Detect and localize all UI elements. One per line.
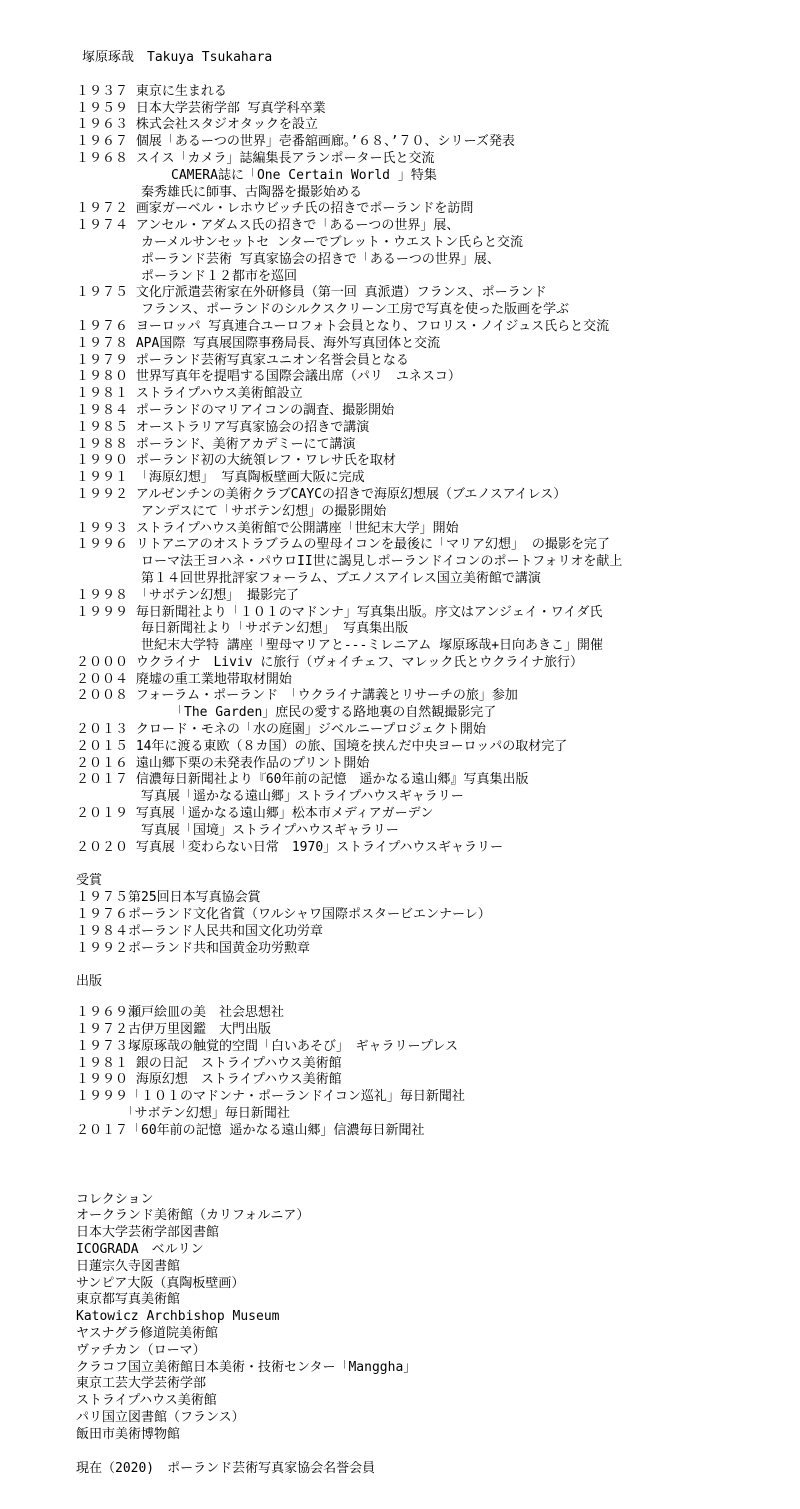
biography-entry: [76, 722, 776, 739]
collection-item: クラコフ国立美術館日本美術・技術センター「Manggha」: [76, 1359, 417, 1375]
publication-item: １９９０ 海原幻想 ストライプハウス美術館: [76, 1072, 342, 1088]
biography-continuation: 写真展「国境」ストライプハウスギャラリー: [141, 822, 399, 838]
current-status: 現在（2020) ポーランド芸術写真家協会名誉会員: [76, 1460, 376, 1476]
entry-text: ポーランド、美術アカデミーにて講演: [135, 436, 356, 452]
biography-entry: [76, 117, 776, 134]
entry-year: ２０００: [76, 654, 129, 670]
collection-item: ICOGRADA ベルリン: [76, 1242, 204, 1257]
award-item: １９９２ポーランド共和国黄金功労勲章: [76, 940, 311, 956]
biography-entry: [76, 655, 776, 672]
biography-entry: [76, 285, 776, 302]
biography-continuation: 毎日新聞社より「サボテン幻想」 写真集出版: [141, 621, 409, 637]
entry-text: 毎日新聞社より「１０１のマドンナ」写真集出版。序文はアンジェイ・ワイダ氏: [135, 604, 603, 620]
entry-text: 日本大学芸術学部 写真学科卒業: [135, 100, 326, 116]
publication-item: １９８１ 銀の日記 ストライプハウス美術館: [76, 1055, 342, 1071]
entry-text: ヨーロッパ 写真連合ユーロフォト会員となり、フロリス・ノイジュス氏らと交流: [135, 318, 610, 334]
entry-year: １９９１: [76, 470, 129, 486]
biography-entry: [76, 336, 776, 353]
biography-entry: [76, 588, 776, 605]
entry-year: １９７５: [76, 285, 129, 301]
biography-continuation: 世紀末大学特 講座「聖母マリアと---ミレニアム 塚原琢哉+日向あきこ」開催: [141, 638, 604, 654]
biography-entry: [76, 521, 776, 538]
biography-entry: [76, 739, 776, 756]
entry-text: ストライプハウス美術館設立: [135, 386, 303, 402]
biography-entry: [76, 756, 776, 773]
entry-year: １９８５: [76, 419, 129, 435]
entry-year: ２０２０: [76, 839, 129, 855]
entry-year: ２０１７: [76, 772, 129, 788]
biography-entry: [76, 840, 776, 857]
entry-year: ２０１９: [76, 806, 129, 822]
entry-year: １９９０: [76, 453, 129, 469]
collection-item: 飯田市美術博物館: [76, 1426, 181, 1442]
entry-year: １９７９: [76, 352, 129, 368]
entry-text: 写真展「遥かなる遠山郷」松本市メディアガーデン: [135, 806, 434, 822]
entry-text: ポーランドのマリアイコンの調査、撮影開始: [135, 402, 395, 418]
awards-heading: 受賞: [76, 873, 103, 889]
entry-text: クロード・モネの「水の庭園」ジベルニープロジェクト開始: [135, 722, 486, 738]
entry-text: アルゼンチンの美術クラブCAYCの招きで海原幻想展（ブエノスアイレス）: [135, 486, 567, 502]
entry-text: 画家ガーベル・レホウビッチ氏の招きでポーランドを訪問: [135, 201, 474, 217]
collection-item: オークランド美術館（カリフォルニア）: [76, 1208, 310, 1224]
biography-continuation: ポーランド芸術 写真家協会の招きで「あるーつの世界」展、: [141, 251, 500, 267]
entry-text: スイス「カメラ」誌編集長アランポーター氏と交流: [135, 150, 435, 166]
entry-text: ウクライナ Liviv に旅行（ヴォイチェフ、マレック氏とウクライナ旅行）: [135, 654, 583, 670]
collection-item: 東京都写真美術館: [76, 1292, 181, 1308]
biography-entry: [76, 369, 776, 386]
entry-text: ポーランド初の大統領レフ・ワレサ氏を取材: [135, 453, 396, 469]
entry-text: 14年に渡る東欧（８カ国）の旅、国境を挟んだ中央ヨーロッパの取材完了: [135, 738, 568, 754]
collection-item: 日本大学芸術学部図書館: [76, 1225, 220, 1241]
biography-entry: [76, 806, 776, 823]
publication-item: ２０１７「60年前の記憶 遥かなる遠山郷」信濃毎日新聞社: [76, 1122, 425, 1138]
biography-continuation: アンデスにて「サボテン幻想」の撮影開始: [141, 503, 387, 519]
entry-year: １９６３: [76, 117, 129, 133]
entry-year: １９８０: [76, 369, 129, 385]
entry-text: 世界写真年を提唱する国際会議出席（パリ ユネスコ）: [135, 369, 461, 385]
biography-entry: [76, 537, 776, 554]
entry-year: ２００８: [76, 688, 129, 704]
biography-entry: [76, 672, 776, 689]
collection-item: Katowicz Archbishop Museum: [76, 1309, 280, 1325]
award-item: １９８４ポーランド人民共和国文化功労章: [76, 923, 324, 939]
entry-text: 信濃毎日新聞社より『60年前の記憶 遥かなる遠山郷』写真集出版: [135, 772, 529, 788]
entry-year: １９９８: [76, 587, 129, 603]
biography-entry: [76, 403, 776, 420]
biography-entry: [76, 101, 776, 118]
biography-entry: [76, 605, 776, 622]
publication-item: １９７３塚原琢哉の触覚的空間「白いあそび」 ギャラリープレス: [76, 1038, 458, 1054]
entry-year: １９３７: [76, 83, 129, 99]
entry-year: １９７２: [76, 201, 129, 217]
entry-text: リトアニアのオストラブラムの聖母イコンを最後に「マリア幻想」 の撮影を完了: [135, 537, 610, 553]
collection-item: サンピア大阪（真陶板壁画）: [76, 1275, 245, 1291]
biography-entry: [76, 218, 776, 235]
publications-heading: 出版: [76, 974, 103, 990]
entry-year: １９７６: [76, 318, 129, 334]
entry-text: 廃墟の重工業地帯取材開始: [135, 671, 292, 687]
entry-text: 「サボテン幻想」 撮影完了: [135, 587, 300, 603]
award-item: １９７５第25回日本写真協会賞: [76, 890, 261, 906]
publications-list: [76, 1005, 776, 1139]
collection-item: 東京工芸大学芸術学部: [76, 1376, 207, 1392]
entry-text: 写真展「変わらない日常 1970」ストライプハウスギャラリー: [135, 839, 503, 855]
collection-item: 日蓮宗久寺図書館: [76, 1258, 181, 1274]
publication-item: 「サボテン幻想」毎日新聞社: [76, 1106, 290, 1122]
biography-entry: [76, 134, 776, 151]
biography-entry: [76, 420, 776, 437]
biography-entry: [76, 470, 776, 487]
entry-year: １９９６: [76, 537, 129, 553]
collection-item: パリ国立図書館（フランス）: [76, 1409, 245, 1425]
entry-text: ポーランド芸術写真家ユニオン名誉会員となる: [135, 352, 409, 368]
biography-entry: [76, 772, 776, 789]
biography-entry: [76, 453, 776, 470]
biography-continuation: ポーランド１２都市を巡回: [141, 268, 298, 284]
collections-list: [76, 1208, 776, 1443]
entry-year: １９６７: [76, 134, 129, 150]
entry-text: 東京に生まれる: [135, 83, 227, 99]
page-title: 塚原琢哉 Takuya Tsukahara: [82, 50, 273, 65]
biography-entry: [76, 386, 776, 403]
entry-year: １９８８: [76, 436, 129, 452]
biography-continuation: 「The Garden」庶民の愛する路地裏の自然観撮影完了: [171, 705, 497, 721]
entry-year: １９９３: [76, 520, 129, 536]
entry-text: 文化庁派遣芸術家在外研修員（第一回 真派遣）フランス、ポーランド: [135, 285, 547, 301]
entry-year: １９７８: [76, 335, 129, 351]
entry-text: オーストラリア写真家協会の招きで講演: [135, 419, 370, 435]
collection-item: ストライプハウス美術館: [76, 1393, 217, 1409]
biography-entry: [76, 487, 776, 504]
publication-item: １９９９「１０１のマドンナ・ポーランドイコン巡礼」毎日新聞社: [76, 1089, 465, 1105]
entry-year: ２０１３: [76, 722, 129, 738]
biography-continuation: ローマ法王ヨハネ・パウロII世に謁見しポーランドイコンのポートフォリオを献上: [141, 554, 623, 570]
biography-entry: [76, 319, 776, 336]
entry-text: ストライプハウス美術館で公開講座「世紀末大学」開始: [135, 520, 459, 536]
entry-year: １９６８: [76, 150, 129, 166]
biography-entry: [76, 151, 776, 168]
entry-text: APA国際 写真展国際事務局長、海外写真団体と交流: [135, 335, 441, 351]
entry-text: 「海原幻想」 写真陶板壁画大阪に完成: [135, 470, 365, 486]
biography-continuation: CAMERA誌に「One Certain World 」特集: [171, 167, 437, 183]
biography-entry: [76, 201, 776, 218]
biography-continuation: 秦秀雄氏に師事、古陶器を撮影始める: [141, 184, 363, 200]
award-item: １９７６ポーランド文化省賞（ワルシャワ国際ポスタービエンナーレ）: [76, 907, 491, 923]
entry-year: １９７４: [76, 218, 129, 234]
biography-entry: [76, 437, 776, 454]
awards-list: [76, 890, 776, 957]
entry-text: 遠山郷下栗の未発表作品のプリント開始: [135, 755, 370, 771]
entry-year: １９５９: [76, 100, 129, 116]
entry-text: フォーラム・ポーランド 「ウクライナ講義とリサーチの旅」参加: [135, 688, 518, 704]
entry-text: 個展「あるーつの世界」壱番舘画廊。’６８、’７０、シリーズ発表: [135, 134, 515, 150]
collections-heading: コレクション: [76, 1191, 154, 1207]
document: [76, 50, 776, 1477]
biography-continuation: フランス、ポーランドのシルクスクリーン工房で写真を使った版画を学ぶ: [141, 302, 570, 318]
biography-continuation: 写真展「遥かなる遠山郷」ストライプハウスギャラリー: [141, 789, 464, 805]
biography-entry: [76, 688, 776, 705]
entry-year: １９８１: [76, 386, 129, 402]
entry-year: ２０１５: [76, 738, 129, 754]
publication-item: １９７２古伊万里図鑑 大門出版: [76, 1022, 272, 1038]
biography-continuation: 第１４回世界批評家フォーラム、ブエノスアイレス国立美術館で講演: [141, 570, 541, 586]
biography-list: [76, 84, 776, 857]
entry-year: ２０１６: [76, 755, 129, 771]
entry-year: ２００４: [76, 671, 129, 687]
entry-text: 株式会社スタジオタックを設立: [135, 117, 318, 133]
entry-year: １９８４: [76, 402, 129, 418]
biography-continuation: カーメルサンセットセ ンターでブレット・ウエストン氏らと交流: [141, 234, 523, 250]
entry-year: １９９２: [76, 486, 129, 502]
collection-item: ヴァチカン（ローマ）: [76, 1342, 206, 1358]
biography-entry: [76, 353, 776, 370]
entry-year: １９９９: [76, 604, 129, 620]
biography-entry: [76, 84, 776, 101]
publication-item: １９６９瀬戸絵皿の美 社会思想社: [76, 1005, 285, 1021]
entry-text: アンセル・アダムス氏の招きで「あるーつの世界」展、: [135, 218, 460, 234]
collection-item: ヤスナグラ修道院美術館: [76, 1325, 218, 1341]
